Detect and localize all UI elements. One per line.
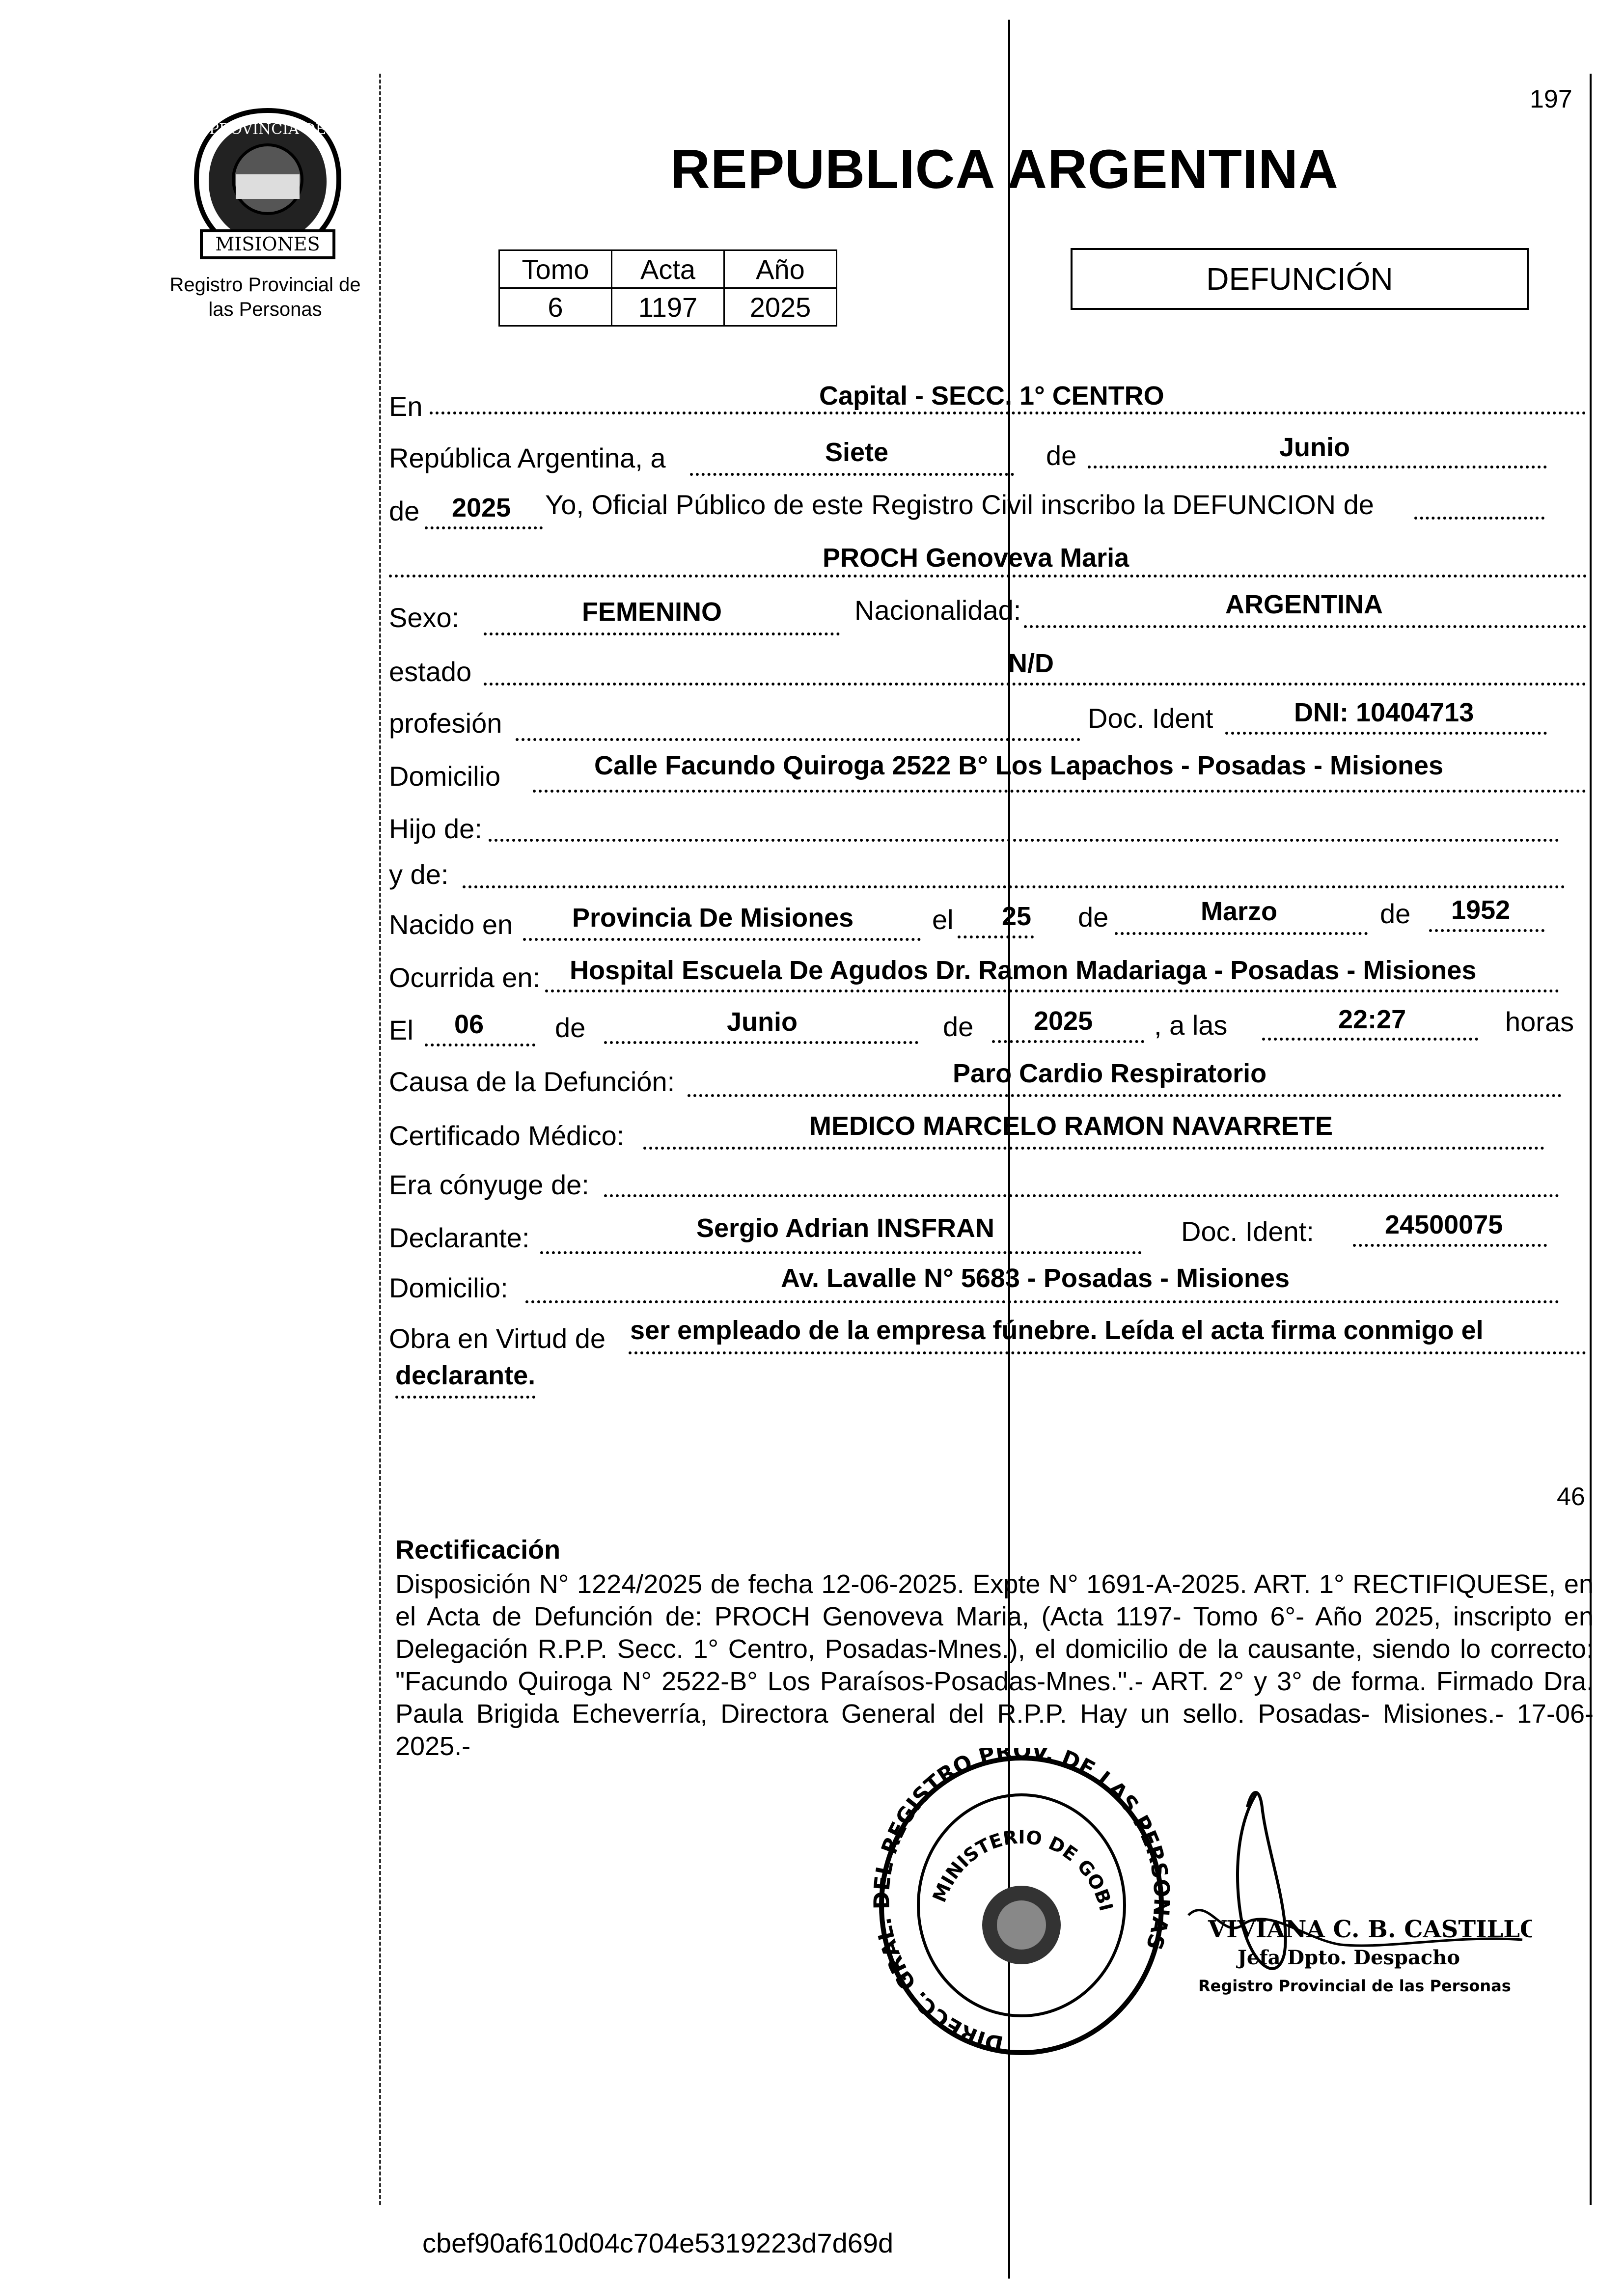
acta-header: Acta bbox=[612, 250, 724, 288]
nac-anio-value: 1952 bbox=[1451, 895, 1511, 925]
en-value: Capital - SECC. 1° CENTRO bbox=[819, 381, 1164, 411]
hora-line bbox=[1262, 1038, 1478, 1041]
def-de-label: de bbox=[555, 1012, 586, 1043]
oficial-text: Yo, Oficial Público de este Registro Civil inscribo la DEFUNCION de bbox=[545, 489, 1374, 520]
hora-value: 22:27 bbox=[1338, 1005, 1406, 1034]
nacido-value: Provincia De Misiones bbox=[572, 903, 854, 933]
def-de2-label: de bbox=[943, 1011, 974, 1042]
rectificacion-text: Disposición N° 1224/2025 de fecha 12-06-2025. Expte N° 1691-A-2025. ART. 1° RECTIFIQUESE, en el Acta de Defunción de: PROCH Genoveva Maria, (Acta 1197- Tomo 6°- Año 2025, inscripto en Delegación R.P.P. Secc. 1° Centro, Posadas-Mnes.), el domicilio de la causante, siendo lo correcto: "Facundo Quiroga N° 2522-B° Los Paraísos-Posadas-Mnes.".- ART. 2° y 3° de forma. Firmado Dra. Paula Brigida Echeverría, Directora General del R.P.P. Hay un sello. Posadas- Misiones.- 17-06-2025.- bbox=[395, 1569, 1594, 1761]
province-logo bbox=[187, 106, 349, 265]
causa-line bbox=[688, 1094, 1562, 1097]
horas-label: horas bbox=[1505, 1006, 1574, 1037]
obra-line-1 bbox=[629, 1351, 1586, 1354]
domicilio-value: Calle Facundo Quiroga 2522 B° Los Lapachos - Posadas - Misiones bbox=[594, 751, 1444, 780]
registry-caption: Registro Provincial de las Personas bbox=[169, 274, 361, 320]
obra-value-2: declarante. bbox=[395, 1361, 536, 1390]
nac-anio-line bbox=[1429, 929, 1544, 932]
de2-label: de bbox=[389, 495, 420, 526]
nombre-line bbox=[389, 575, 1587, 577]
yde-line bbox=[463, 885, 1565, 888]
signer-institution: Registro Provincial de las Personas bbox=[1198, 1977, 1511, 1995]
nacionalidad-line bbox=[1024, 625, 1586, 628]
el-label: el bbox=[932, 904, 954, 935]
record-table bbox=[498, 249, 837, 327]
anio-line bbox=[425, 526, 543, 529]
domicilio-line bbox=[533, 790, 1586, 793]
dia-value: Siete bbox=[825, 438, 889, 467]
nac-de-label: de bbox=[1078, 902, 1109, 933]
seal-outer-text: DIRECC. GRAL. DEL REGISTRO PROV. DE LAS PERSONAS bbox=[869, 1748, 1174, 2057]
declarante-line bbox=[540, 1251, 1142, 1254]
record-type-box: DEFUNCIÓN bbox=[1071, 248, 1529, 310]
de-label: de bbox=[1046, 440, 1077, 471]
obra-line-2 bbox=[395, 1396, 535, 1399]
yde-label: y de: bbox=[389, 859, 449, 890]
nac-mes-line bbox=[1115, 932, 1368, 935]
marginal-number: 46 bbox=[1557, 1483, 1585, 1511]
certificado-label: Certificado Médico: bbox=[389, 1120, 625, 1151]
def-anio-value: 2025 bbox=[1034, 1006, 1093, 1036]
rectificacion-title: Rectificación bbox=[395, 1535, 561, 1565]
decl-doc-value: 24500075 bbox=[1385, 1210, 1503, 1239]
hijo-label: Hijo de: bbox=[389, 813, 482, 844]
conyuge-line bbox=[604, 1194, 1559, 1197]
decl-dom-line bbox=[525, 1300, 1559, 1303]
nacido-label: Nacido en bbox=[389, 909, 513, 940]
domicilio-label: Domicilio bbox=[389, 761, 501, 792]
doc-label: Doc. Ident bbox=[1088, 703, 1213, 734]
obra-label: Obra en Virtud de bbox=[389, 1323, 606, 1354]
estado-line bbox=[484, 683, 1586, 686]
causa-value: Paro Cardio Respiratorio bbox=[953, 1059, 1267, 1088]
def-mes-value: Junio bbox=[727, 1007, 798, 1037]
right-border-line bbox=[1590, 74, 1592, 2205]
declarante-label: Declarante: bbox=[389, 1222, 530, 1253]
nac-mes-value: Marzo bbox=[1201, 897, 1278, 926]
anio-value: 2025 bbox=[452, 493, 511, 522]
decl-dom-value: Av. Lavalle N° 5683 - Posadas - Misiones bbox=[781, 1264, 1290, 1293]
ocurrida-value: Hospital Escuela De Agudos Dr. Ramon Madariaga - Posadas - Misiones bbox=[570, 956, 1477, 985]
signer-name: VIVIANA C. B. CASTILLO bbox=[1208, 1916, 1532, 1943]
sexo-line bbox=[484, 632, 840, 635]
tomo-header: Tomo bbox=[499, 250, 612, 288]
sexo-value: FEMENINO bbox=[582, 597, 722, 627]
def-dia-value: 06 bbox=[454, 1010, 484, 1039]
left-border-line bbox=[379, 74, 381, 2205]
def-anio-line bbox=[992, 1040, 1144, 1043]
doc-value: DNI: 10404713 bbox=[1294, 698, 1474, 727]
obra-value-1: ser empleado de la empresa fúnebre. Leída el acta firma conmigo el bbox=[630, 1316, 1484, 1345]
certificado-value: MEDICO MARCELO RAMON NAVARRETE bbox=[809, 1111, 1333, 1141]
def-dia-line bbox=[425, 1044, 535, 1046]
decl-doc-line bbox=[1353, 1244, 1547, 1247]
nacido-line bbox=[523, 938, 921, 941]
estado-label: estado bbox=[389, 656, 472, 687]
nac-de2-label: de bbox=[1380, 898, 1411, 929]
signature bbox=[1179, 1778, 1532, 2026]
profesion-label: profesión bbox=[389, 708, 502, 739]
nacionalidad-label: Nacionalidad: bbox=[854, 595, 1021, 626]
logo-bottom-text: MISIONES bbox=[215, 233, 320, 255]
mes-line bbox=[1088, 466, 1547, 468]
page-number: 197 bbox=[1530, 85, 1572, 113]
profesion-line bbox=[516, 738, 1080, 741]
nac-dia-line bbox=[958, 935, 1034, 938]
anio-value: 2025 bbox=[724, 288, 837, 326]
conyuge-label: Era cónyuge de: bbox=[389, 1169, 589, 1200]
doc-line bbox=[1225, 732, 1547, 735]
mes-value: Junio bbox=[1279, 433, 1350, 462]
document-title: REPUBLICA ARGENTINA bbox=[670, 138, 1339, 200]
decl-dom-label: Domicilio: bbox=[389, 1272, 508, 1303]
hijo-line bbox=[489, 839, 1559, 842]
signer-role: Jefa Dpto. Despacho bbox=[1238, 1946, 1460, 1969]
nac-dia-value: 25 bbox=[1002, 902, 1032, 931]
causa-label: Causa de la Defunción: bbox=[389, 1066, 675, 1097]
nombre-value: PROCH Genoveva Maria bbox=[823, 543, 1129, 573]
en-line bbox=[430, 412, 1586, 414]
en-label: En bbox=[389, 391, 423, 422]
nacionalidad-value: ARGENTINA bbox=[1225, 590, 1383, 619]
logo-top-text: PROVINCIA DE bbox=[209, 121, 327, 138]
official-seal bbox=[869, 1748, 1174, 2065]
acta-value: 1197 bbox=[612, 288, 724, 326]
document-hash: cbef90af610d04c704e5319223d7d69d bbox=[422, 2227, 894, 2258]
tomo-value: 6 bbox=[499, 288, 612, 326]
def-mes-line bbox=[604, 1041, 918, 1044]
dia-line bbox=[690, 473, 1014, 476]
declarante-value: Sergio Adrian INSFRAN bbox=[696, 1213, 995, 1243]
estado-value: N/D bbox=[1008, 649, 1054, 678]
sexo-label: Sexo: bbox=[389, 602, 460, 633]
seal-inner-text: MINISTERIO DE GOBI bbox=[928, 1826, 1117, 1913]
republica-label: República Argentina, a bbox=[389, 442, 666, 473]
alas-label: , a las bbox=[1154, 1010, 1228, 1041]
ocurrida-line bbox=[545, 990, 1559, 992]
el2-label: El bbox=[389, 1015, 413, 1045]
certificado-line bbox=[643, 1147, 1544, 1150]
ocurrida-label: Ocurrida en: bbox=[389, 962, 541, 993]
oficial-line bbox=[1414, 517, 1544, 520]
anio-header: Año bbox=[724, 250, 837, 288]
decl-doc-label: Doc. Ident: bbox=[1181, 1216, 1314, 1247]
